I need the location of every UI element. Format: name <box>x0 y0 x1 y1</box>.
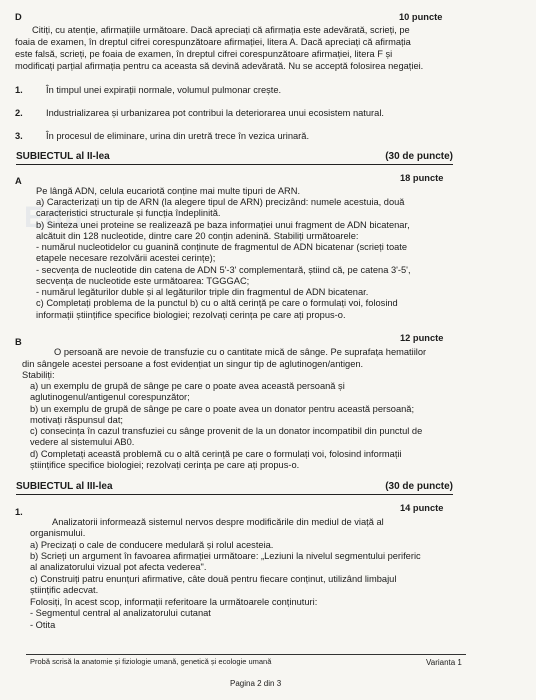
part-a-line: b) Sinteza unei proteine se realizează pe baza informației unui fragment de ADN bicatenar, <box>36 220 410 230</box>
subject-3-points: (30 de puncte) <box>385 481 453 492</box>
part-b-line: a) un exemplu de grupă de sânge pe care o poate avea această persoană și <box>30 381 345 391</box>
part-a-line: informații științifice specifice biologiei; rezolvați cerința pe care ați propus-o. <box>36 310 346 320</box>
part-a-line: caracteristici structurale și funcția îndeplinită. <box>36 208 221 218</box>
subject-2-title: SUBIECTUL al II-lea <box>16 151 110 162</box>
part-a-line: secvența de nucleotide este următoarea: TGGGAC; <box>36 276 250 286</box>
section-letter-d: D <box>15 12 22 22</box>
statement-text: În procesul de eliminare, urina din uretră trece în vezica urinară. <box>46 131 310 141</box>
footer-divider <box>26 654 466 655</box>
item-1-line: Analizatorii informează sistemul nervos despre modificările din mediul de viață al <box>52 517 384 527</box>
part-b-line: științifice specifice biologiei; rezolvați cerința pe care ați propus-o. <box>30 460 300 470</box>
part-b-line: O persoană are nevoie de transfuzie cu o cantitate mică de sânge. Pe suprafața hematiilor <box>54 347 427 357</box>
item-1-line: organismului. <box>30 528 86 538</box>
item-1-line: - Segmentul central al analizatorului cutanat <box>30 608 211 618</box>
subject-3-title: SUBIECTUL al III-lea <box>16 481 113 492</box>
subject-2-points: (30 de puncte) <box>385 151 453 162</box>
page-number: Pagina 2 din 3 <box>230 679 282 688</box>
item-1-line: al analizatorului vizual pot afecta vederea". <box>30 562 207 572</box>
part-a-line: a) Caracterizați un tip de ARN (la alegere tipul de ARN) precizând: numele acestuia, două <box>36 197 405 207</box>
part-b-line: d) Completați această problemă cu o altă cerință pe care o formulați voi, folosind informații <box>30 449 402 459</box>
item-1-line: c) Construiți patru enunțuri afirmative, câte două pentru fiecare conținut, utilizând limbajul <box>30 574 397 584</box>
part-b-line: motivați răspunsul dat; <box>30 415 124 425</box>
part-b-points: 12 puncte <box>400 333 444 343</box>
part-b-line: Stabiliți: <box>22 370 55 380</box>
part-a-line: c) Completați problema de la punctul b) cu o altă cerință pe care o formulați voi, folosind <box>36 298 398 308</box>
footer-variant: Varianta 1 <box>426 658 462 667</box>
part-a-points: 18 puncte <box>400 173 444 183</box>
part-a-line: - numărul legăturilor duble și al legăturilor triple din fragmentul de ADN bicatenar. <box>36 287 369 297</box>
part-a-line: alcătuit din 128 nucleotide, dintre care 20 conțin adenină. Stabiliți următoarele: <box>36 231 359 241</box>
item-1-line: b) Scrieți un argument în favoarea afirmației următoare: „Leziuni la nivelul segmentului periferic <box>30 551 421 561</box>
part-a-line: etapele necesare rezolvării acestei cerințe); <box>36 253 216 263</box>
subject-2-header <box>16 151 453 165</box>
item-1-line: științific adecvat. <box>30 585 99 595</box>
statement-text: În timpul unei expirații normale, volumul pulmonar crește. <box>46 85 282 95</box>
instruction-line: Citiți, cu atenție, afirmațiile următoare. Dacă apreciați că afirmația este adevărată, scrieți, pe <box>32 25 410 35</box>
watermark: Edu <box>24 201 84 234</box>
part-b-line: vedere al sistemului AB0. <box>30 437 135 447</box>
part-b-letter: B <box>15 337 22 347</box>
item-1-number: 1. <box>15 507 23 517</box>
statement-number: 3. <box>15 131 23 141</box>
part-a-line: - numărul nucleotidelor cu guanină conținute de fragmentul de ADN bicatenar (scrieți toate <box>36 242 408 252</box>
item-1-line: - Otita <box>30 620 56 630</box>
part-b-line: aglutinogenul/antigenul corespunzător; <box>30 392 190 402</box>
instruction-line: este falsă, scrieți, pe foaia de examen, în dreptul cifrei corespunzătoare afirmației, litera F și <box>15 49 393 59</box>
part-a-line: - secvența de nucleotide din catena de ADN 5'-3' complementară, știind că, pe catena 3'-5', <box>36 265 411 275</box>
footer-exam-title: Probă scrisă la anatomie și fiziologie umană, genetică și ecologie umană <box>30 657 272 666</box>
part-b-line: din sângele acestei persoane a fost evidențiat un singur tip de aglutinogen/antigen. <box>22 359 364 369</box>
statement-text: Industrializarea și urbanizarea pot contribui la deteriorarea unui ecosistem natural. <box>46 108 384 118</box>
instruction-line: foaia de examen, în dreptul cifrei corespunzătoare afirmației, litera A. Dacă apreciați că afirmația <box>15 37 411 47</box>
statement-number: 2. <box>15 108 23 118</box>
item-1-line: a) Precizați o cale de conducere medulară și rolul acesteia. <box>30 540 274 550</box>
section-d-points: 10 puncte <box>399 12 443 22</box>
item-1-line: Folosiți, în acest scop, informații referitoare la următoarele conținuturi: <box>30 597 318 607</box>
part-b-line: b) un exemplu de grupă de sânge pe care o poate avea un donator pentru această persoană; <box>30 404 415 414</box>
part-a-line: Pe lângă ADN, celula eucariotă conține mai multe tipuri de ARN. <box>36 186 301 196</box>
item-1-points: 14 puncte <box>400 503 444 513</box>
instruction-line: modificați parțial afirmația pentru ca aceasta să devină adevărată. Nu se acceptă folosirea negației. <box>15 61 424 71</box>
subject-3-header <box>16 481 453 495</box>
part-a-letter: A <box>15 176 22 186</box>
part-b-line: c) consecința în cazul transfuziei cu sânge provenit de la un donator incompatibil din punctul de <box>30 426 423 436</box>
statement-number: 1. <box>15 85 23 95</box>
